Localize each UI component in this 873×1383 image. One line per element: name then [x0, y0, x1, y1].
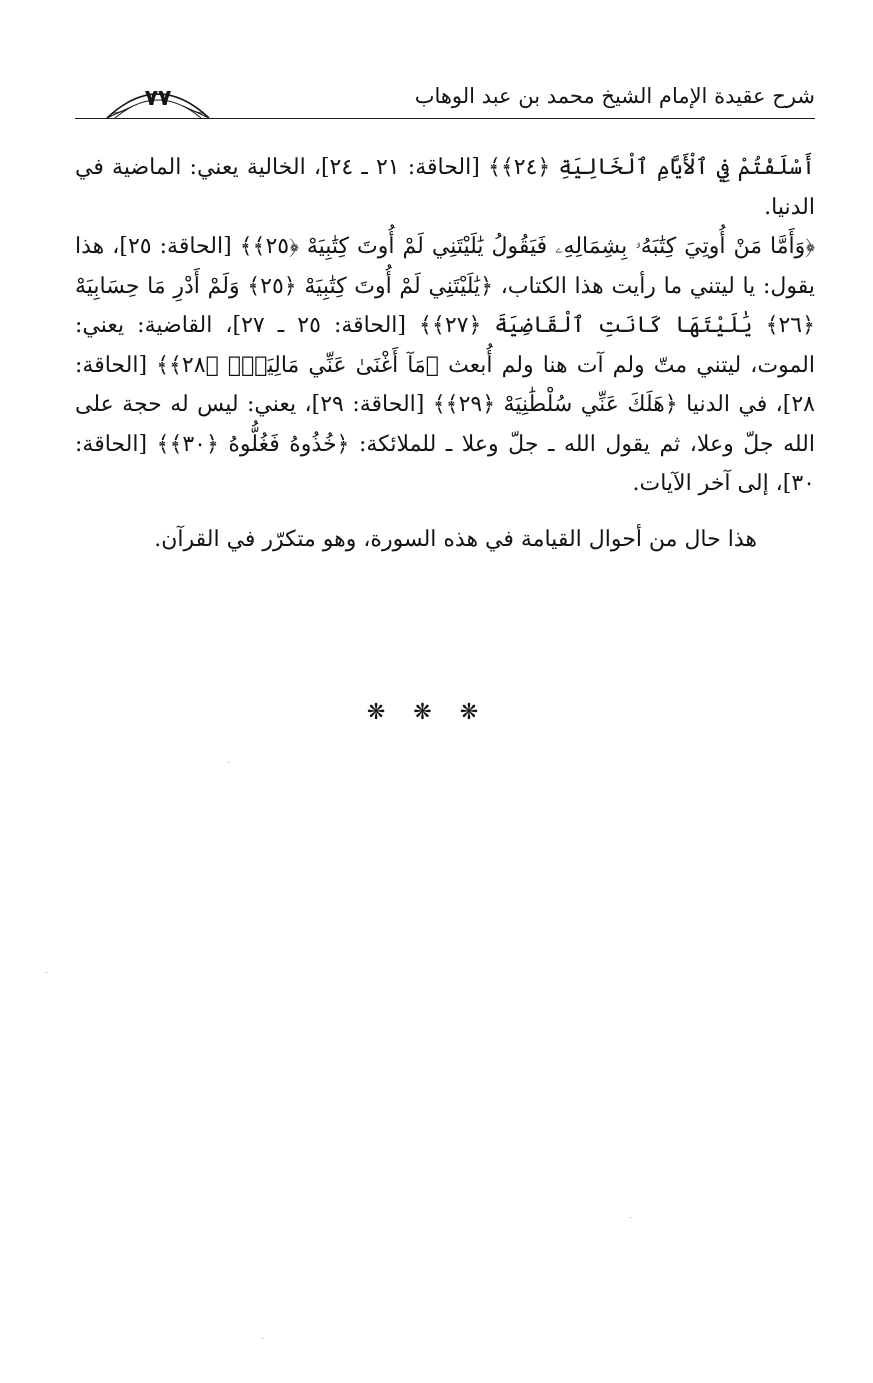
paragraph-2: ﴿وَأَمَّا مَنْ أُوتِيَ كِتَٰبَهُۥ بِشِمَالِهِۦ فَيَقُولُ يَٰلَيْتَنِي لَمْ أُوتَ كِتَٰبِيَهْ ﴿٢٥﴾﴾ [الحاقة: ٢٥]، هذا يقول: يا ليتني ما رأيت هذا الكتاب، ﴿يَٰلَيْتَنِي لَمْ أُوتَ كِتَٰبِيَهْ ﴿٢٥﴾ وَلَمْ أَدْرِ مَا حِسَابِيَهْ ﴿٢٦﴾ يَٰلَيْتَهَا كَانَتِ ٱلْقَاضِيَةَ ﴿٢٧﴾﴾ [الحاقة: ٢٥ ـ ٢٧]، القاضية: يعني: الموت، ليتني متّ ولم آت هنا ولم أُبعث ﴿مَآ أَغْنَىٰ عَنِّي مَالِيَهْۜ ﴿٢٨﴾﴾ [الحاقة: ٢٨]، في الدنيا ﴿هَلَكَ عَنِّي سُلْطَٰنِيَهْ ﴿٢٩﴾﴾ [الحاقة: ٢٩]، يعني: ليس له حجة على الله جلّ وعلا، ثم يقول الله ـ جلّ وعلا ـ للملائكة: ﴿خُذُوهُ فَغُلُّوهُ ﴿٣٠﴾﴾ [الحاقة: ٣٠]، إلى آخر الآيات.	[75, 234, 815, 496]
page-number-ornament	[103, 78, 213, 120]
running-header-title: شرح عقيدة الإمام الشيخ محمد بن عبد الوهاب	[414, 84, 815, 108]
header-rule	[75, 118, 815, 119]
scan-speck	[262, 1338, 263, 1339]
scan-speck	[228, 762, 229, 763]
scan-speck	[46, 972, 47, 973]
paragraph-1: أَسْلَفْتُمْ فِي ٱلْأَيَّامِ ٱلْخَالِيَةِ ﴿٢٤﴾﴾ [الحاقة: ٢١ ـ ٢٤]، الخالية يعني: الماضية في الدنيا.	[75, 155, 815, 220]
paragraph-3: هذا حال من أحوال القيامة في هذه السورة، وهو متكرّر في القرآن.	[154, 526, 757, 552]
scan-speck	[630, 1217, 631, 1218]
main-text	[75, 148, 815, 559]
section-divider: ❋❋❋	[366, 700, 507, 725]
page-header	[75, 70, 815, 120]
page-number: ٧٧	[144, 86, 172, 111]
